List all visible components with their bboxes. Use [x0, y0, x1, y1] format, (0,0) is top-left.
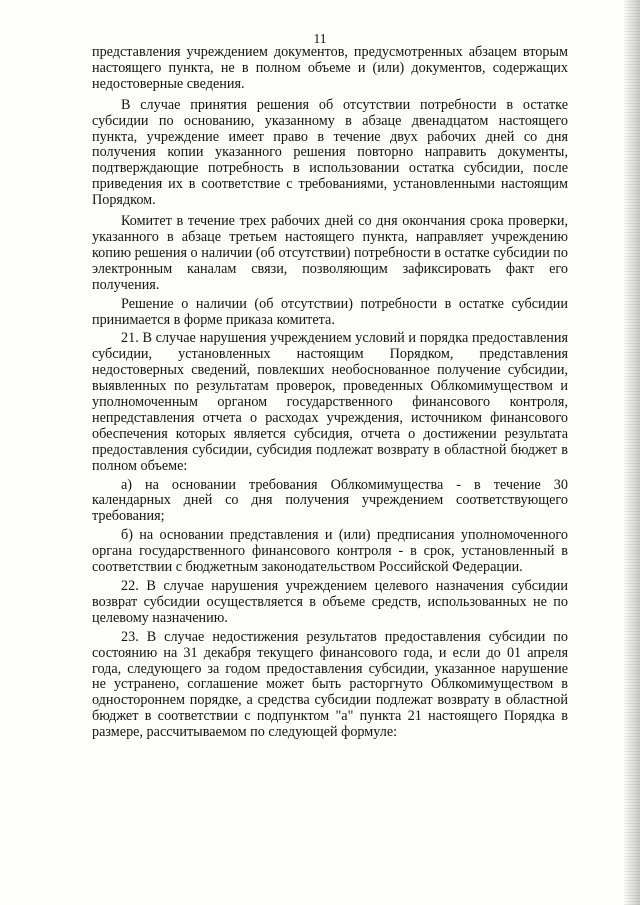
- paragraph-clause-23: 23. В случае недостижения результатов предоставления субсидии по состоянию на 31 декабря текущего финансового года, и если до 01 апреля года, следующего за годом предоставления субсидии, указанное нарушение не устранено, соглашение может быть расторгнуто Облкомимуществом в одностороннем порядке, а средства субсидии подлежат возврату в областной бюджет в соответствии с подпунктом "а" пункта 21 настоящего Порядка в размере, рассчитываемом по следующей формуле:: [92, 628, 568, 741]
- page-number: 11: [313, 31, 327, 46]
- paragraph-clause-21: 21. В случае нарушения учреждением условий и порядка предоставления субсидии, установленных настоящим Порядком, представления недостоверных сведений, повлекших необоснованное получение субсидии, выявленных по результатам проверок, проведенных Облкомимуществом и уполномоченным органом государственного финансового контроля, непредставления отчета о расходах учреждения, источником финансового обеспечения которых является субсидия, отчета о достижении результата предоставления субсидии, субсидия подлежат возврату в областной бюджет в полном объеме:: [92, 330, 568, 474]
- scan-edge-shadow: [624, 0, 640, 905]
- paragraph-clause-22: 22. В случае нарушения учреждением целевого назначения субсидии возврат субсидии осуществляется в объеме средств, использованных не по целевому назначению.: [92, 578, 568, 626]
- paragraph-remaining-subsidy-resubmit: В случае принятия решения об отсутствии потребности в остатке субсидии по основанию, указанному в абзаце двенадцатом настоящего пункта, учреждение имеет право в течение двух рабочих дней со дня получения копии указанного решения повторно направить документы, подтверждающие потребность в использовании остатка субсидии, после приведения их в соответствие с требованиями, установленными настоящим Порядком.: [92, 96, 568, 209]
- paragraph-continuation: представления учреждением документов, предусмотренных абзацем вторым настоящего пункта, не в полном объеме и (или) документов, содержащих недостоверные сведения.: [92, 44, 568, 92]
- paragraph-clause-21-b: б) на основании представления и (или) предписания уполномоченного органа государственного финансового контроля - в срок, установленный в соответствии с бюджетным законодательством Российской Федерации.: [92, 527, 568, 576]
- paragraph-clause-21-a: а) на основании требования Облкомимущества - в течение 30 календарных дней со дня получения учреждением соответствующего требования;: [92, 476, 568, 525]
- paragraph-decision-order: Решение о наличии (об отсутствии) потребности в остатке субсидии принимается в форме приказа комитета.: [92, 295, 568, 328]
- paragraph-committee-decision-copy: Комитет в течение трех рабочих дней со дня окончания срока проверки, указанного в абзаце третьем настоящего пункта, направляет учреждению копию решения о наличии (об отсутствии) потребности в остатке субсидии по электронным каналам связи, позволяющим зафиксировать факт его получения.: [92, 213, 568, 293]
- document-body: [92, 45, 568, 741]
